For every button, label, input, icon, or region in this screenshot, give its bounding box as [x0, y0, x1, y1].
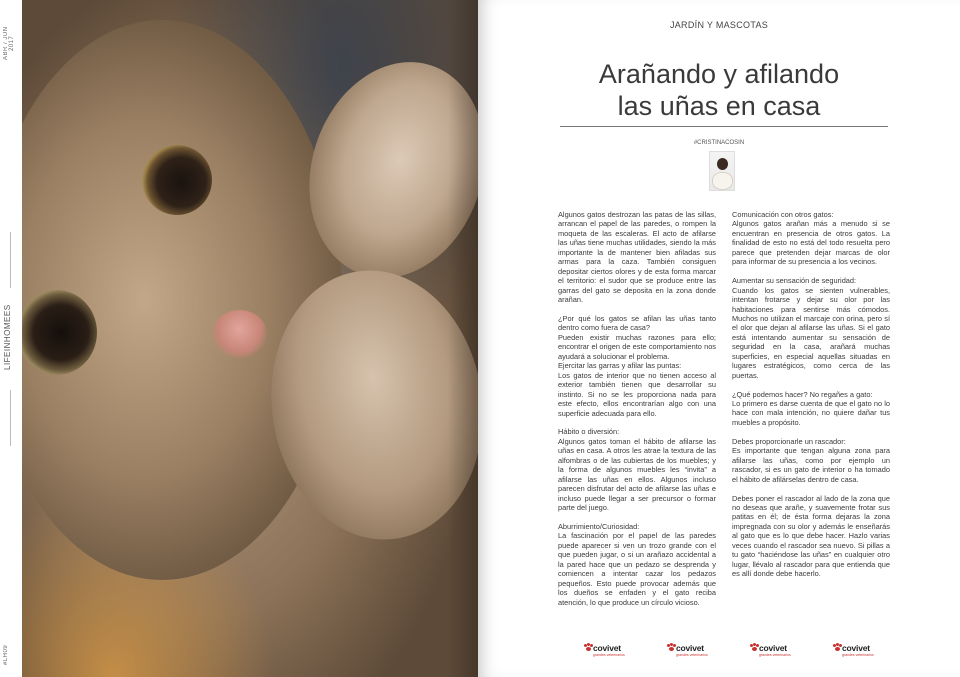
- paragraph: ¿Por qué los gatos se afilan las uñas tanto dentro como fuera de casa? Pueden existir muchas razones para ello; encontrar el origen de este comportamiento nos ayudará a solucionar el problema. Ejercitar las garras y afilar las puntas: Los gatos de interior que no tienen acceso al exterior también tienen que desarrollar su instinto. Si no se les proporciona nada para este efecto, ellos encontrarían algo con una superficie adecuada para ello.: [558, 313, 716, 418]
- page-number: #LH09: [3, 644, 9, 666]
- sponsor-logo: [667, 641, 707, 661]
- sponsor-tagline: grandes veterinarios: [593, 653, 625, 657]
- sponsor-name: covivet: [842, 643, 870, 653]
- paragraph: Aumentar su sensación de seguridad: Cuando los gatos se sienten vulnerables, intentan frotarse y dejar su olor por las habitaciones para sentirse más cómodos. Muchos no utilizan el marcaje con orina, pero sí el olor que dejan al afilarse las uñas. Si el gato está intentando aumentar su sensación de seguridad en la casa, arañará muchas superficies, en especial aquellas situadas en lugares estratégicos, como cerca de las puertas.: [732, 276, 890, 380]
- sponsor-logo: [833, 641, 873, 661]
- author-dog: [712, 172, 733, 190]
- margin-divider: [10, 232, 11, 288]
- paragraph: Hábito o diversión: Algunos gatos toman el hábito de afilarse las uñas en casa. A otros les atrae la textura de las alfombras o de las cubiertas de los muebles; y la forma de algunos muebles les “invita” a afilarse las uñas en ellos. Algunos incluso parecen disfrutar del acto de afilarse las uñas e incluso puede llegar a ser precursor o formar parte del juego.: [558, 427, 716, 513]
- paragraph: Aburrimiento/Curiosidad: La fascinación por el papel de las paredes puede aparecer si ven un trozo grande con el que pueden jugar, o si un arañazo accidental a la pared hace que un pedazo se desprenda y comiencen a intentar cazar los pedazos pequeños. Esto puede provocar además que los dueños se enfaden y el gato reciba atención, lo que produce un círculo vicioso.: [558, 521, 716, 607]
- magazine-brand: LIFEINHOMEES: [3, 304, 12, 370]
- sponsor-tagline: grandes veterinarios: [676, 653, 708, 657]
- article-title: [478, 58, 960, 122]
- paragraph: ¿Qué podemos hacer? No regañes a gato: Lo primero es darse cuenta de que el gato no lo hace con mala intención, no quiere dañar tus muebles a propósito.: [732, 389, 890, 427]
- sponsor-name: covivet: [593, 643, 621, 653]
- paw-icon: [750, 643, 759, 652]
- paragraph: Debes poner el rascador al lado de la zona que no deseas que arañe, y suavemente frotar sus patitas en él; de ésta forma dejaras la zona impregnada con su olor y además le enseñarás al gato que es lo que debe hacer. Hazlo varias veces cuando el rascador sea nuevo. Si pillas a tu gato “haciéndose las uñas” en cualquier otro lugar, llévalo al rascador para que entienda que es allí donde debe hacerlo.: [732, 493, 890, 579]
- sponsor-name: covivet: [676, 643, 704, 653]
- sponsor-logo: [750, 641, 790, 661]
- sponsor-name: covivet: [759, 643, 787, 653]
- paragraph: Algunos gatos destrozan las patas de las sillas, arrancan el papel de las paredes, o rompen la moqueta de las escaleras. El acto de afilarse las uñas tiene muchas utilidades, siendo la más importante la de mantener bien afiladas sus armas para la caza. También consiguen depositar ciertos olores y de esta forma marcar el territorio: el sudor que se produce entre las garras del gato se deposita en la zona donde arañan.: [558, 210, 716, 305]
- author-head: [717, 158, 728, 170]
- paw-icon: [584, 643, 593, 652]
- title-divider: [560, 126, 888, 127]
- spine-shadow: [448, 0, 478, 677]
- kitten-nose: [212, 310, 267, 358]
- sponsor-tagline: grandes veterinarios: [842, 653, 874, 657]
- article-column-right: [732, 210, 890, 588]
- left-page: [0, 0, 478, 677]
- article-column-left: [558, 210, 716, 616]
- kitten-photo: [22, 0, 478, 677]
- margin-divider: [10, 390, 11, 446]
- paw-icon: [833, 643, 842, 652]
- paw-icon: [667, 643, 676, 652]
- page-margin: [0, 0, 22, 677]
- author-tag: #CRISTINACOSIN: [693, 140, 745, 146]
- issue-date: ABR / JUN 2017: [3, 26, 15, 60]
- sponsor-logo: [584, 641, 624, 661]
- title-line-2: las uñas en casa: [617, 91, 821, 121]
- title-line-1: Arañando y afilando: [598, 59, 840, 89]
- author-avatar: [709, 151, 735, 191]
- paragraph: Comunicación con otros gatos: Algunos gatos arañan más a menudo si se encuentran en presencia de otros gatos. La finalidad de esto no está del todo resuelta pero parece que pretenden dejar marcas de olor para informar de su presencia a los vecinos.: [732, 210, 890, 267]
- section-label: JARDÍN Y MASCOTAS: [669, 20, 769, 30]
- right-page: [478, 0, 960, 677]
- paragraph: Debes proporcionarle un rascador: Es importante que tengan alguna zona para afilarse las uñas, como por ejemplo un rascador, si es un gato de interior o ha tomado el hábito de afilárselas dentro de casa.: [732, 436, 890, 484]
- sponsor-tagline: grandes veterinarios: [759, 653, 791, 657]
